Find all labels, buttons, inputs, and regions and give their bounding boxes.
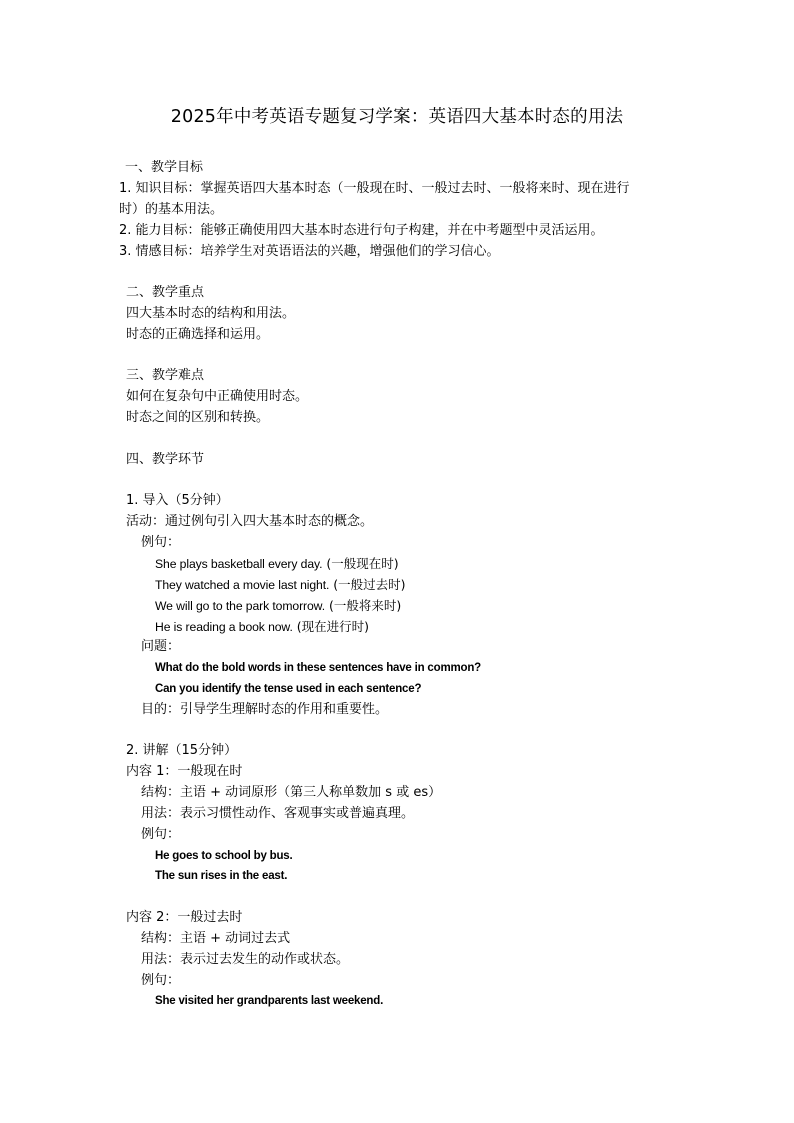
page-title: 2025年中考英语专题复习学案：英语四大基本时态的用法 [170, 107, 624, 127]
example-tense-label: (一般现在时) [322, 556, 399, 571]
intro-example-3 [155, 596, 401, 617]
example-sentence: They watched a movie last night. [155, 578, 330, 592]
content2-example-1: She visited her grandparents last weekend. [155, 995, 384, 1007]
intro-question-1: What do the bold words in these sentences have in common? [155, 662, 481, 674]
section-heading-procedure: 四、教学环节 [126, 452, 205, 467]
section-heading-objectives: 一、教学目标 [125, 160, 204, 175]
example-sentence: She plays basketball every day. [155, 557, 323, 571]
content2-examples-label: 例句： [141, 973, 181, 988]
objective-knowledge-line2: 时）的基本用法。 [119, 202, 224, 217]
intro-heading: 1. 导入（5分钟） [126, 493, 229, 508]
section-heading-difficulties: 三、教学难点 [126, 368, 205, 383]
example-sentence: He is reading a book now. [155, 620, 293, 634]
content1-example-2: The sun rises in the east. [155, 870, 288, 882]
content2-heading: 内容 2：一般过去时 [126, 910, 243, 925]
content1-example-1: He goes to school by bus. [155, 850, 293, 862]
content1-heading: 内容 1：一般现在时 [126, 764, 243, 779]
difficulty-2: 时态之间的区别和转换。 [126, 410, 270, 425]
content2-structure: 结构：主语 + 动词过去式 [141, 931, 291, 946]
example-tense-label: (一般过去时) [329, 577, 406, 592]
content1-structure: 结构：主语 + 动词原形（第三人称单数加 s 或 es） [141, 785, 442, 800]
example-tense-label: (现在进行时) [292, 619, 369, 634]
objective-ability: 2. 能力目标：能够正确使用四大基本时态进行句子构建，并在中考题型中灵活运用。 [119, 223, 604, 238]
objective-emotion: 3. 情感目标：培养学生对英语语法的兴趣，增强他们的学习信心。 [119, 244, 500, 259]
objective-knowledge-line1: 1. 知识目标：掌握英语四大基本时态（一般现在时、一般过去时、一般将来时、现在进行 [119, 181, 630, 196]
content1-usage: 用法：表示习惯性动作、客观事实或普遍真理。 [141, 806, 415, 821]
intro-example-2 [155, 575, 406, 596]
intro-purpose: 目的：引导学生理解时态的作用和重要性。 [141, 702, 389, 717]
content2-usage: 用法：表示过去发生的动作或状态。 [141, 952, 350, 967]
content1-examples-label: 例句： [141, 827, 181, 842]
intro-example-1 [155, 554, 399, 575]
intro-question-2: Can you identify the tense used in each sentence? [155, 683, 422, 695]
difficulty-1: 如何在复杂句中正确使用时态。 [126, 389, 309, 404]
key-point-1: 四大基本时态的结构和用法。 [126, 306, 296, 321]
example-tense-label: (一般将来时) [324, 598, 402, 613]
intro-examples-label: 例句： [141, 535, 181, 550]
key-point-2: 时态的正确选择和运用。 [126, 327, 270, 342]
intro-activity: 活动：通过例句引入四大基本时态的概念。 [126, 514, 374, 529]
lecture-heading: 2. 讲解（15分钟） [126, 743, 238, 758]
section-heading-key-points: 二、教学重点 [126, 285, 205, 300]
intro-example-4 [155, 617, 369, 638]
example-sentence: We will go to the park tomorrow. [155, 599, 325, 613]
intro-questions-label: 问题： [141, 639, 181, 654]
